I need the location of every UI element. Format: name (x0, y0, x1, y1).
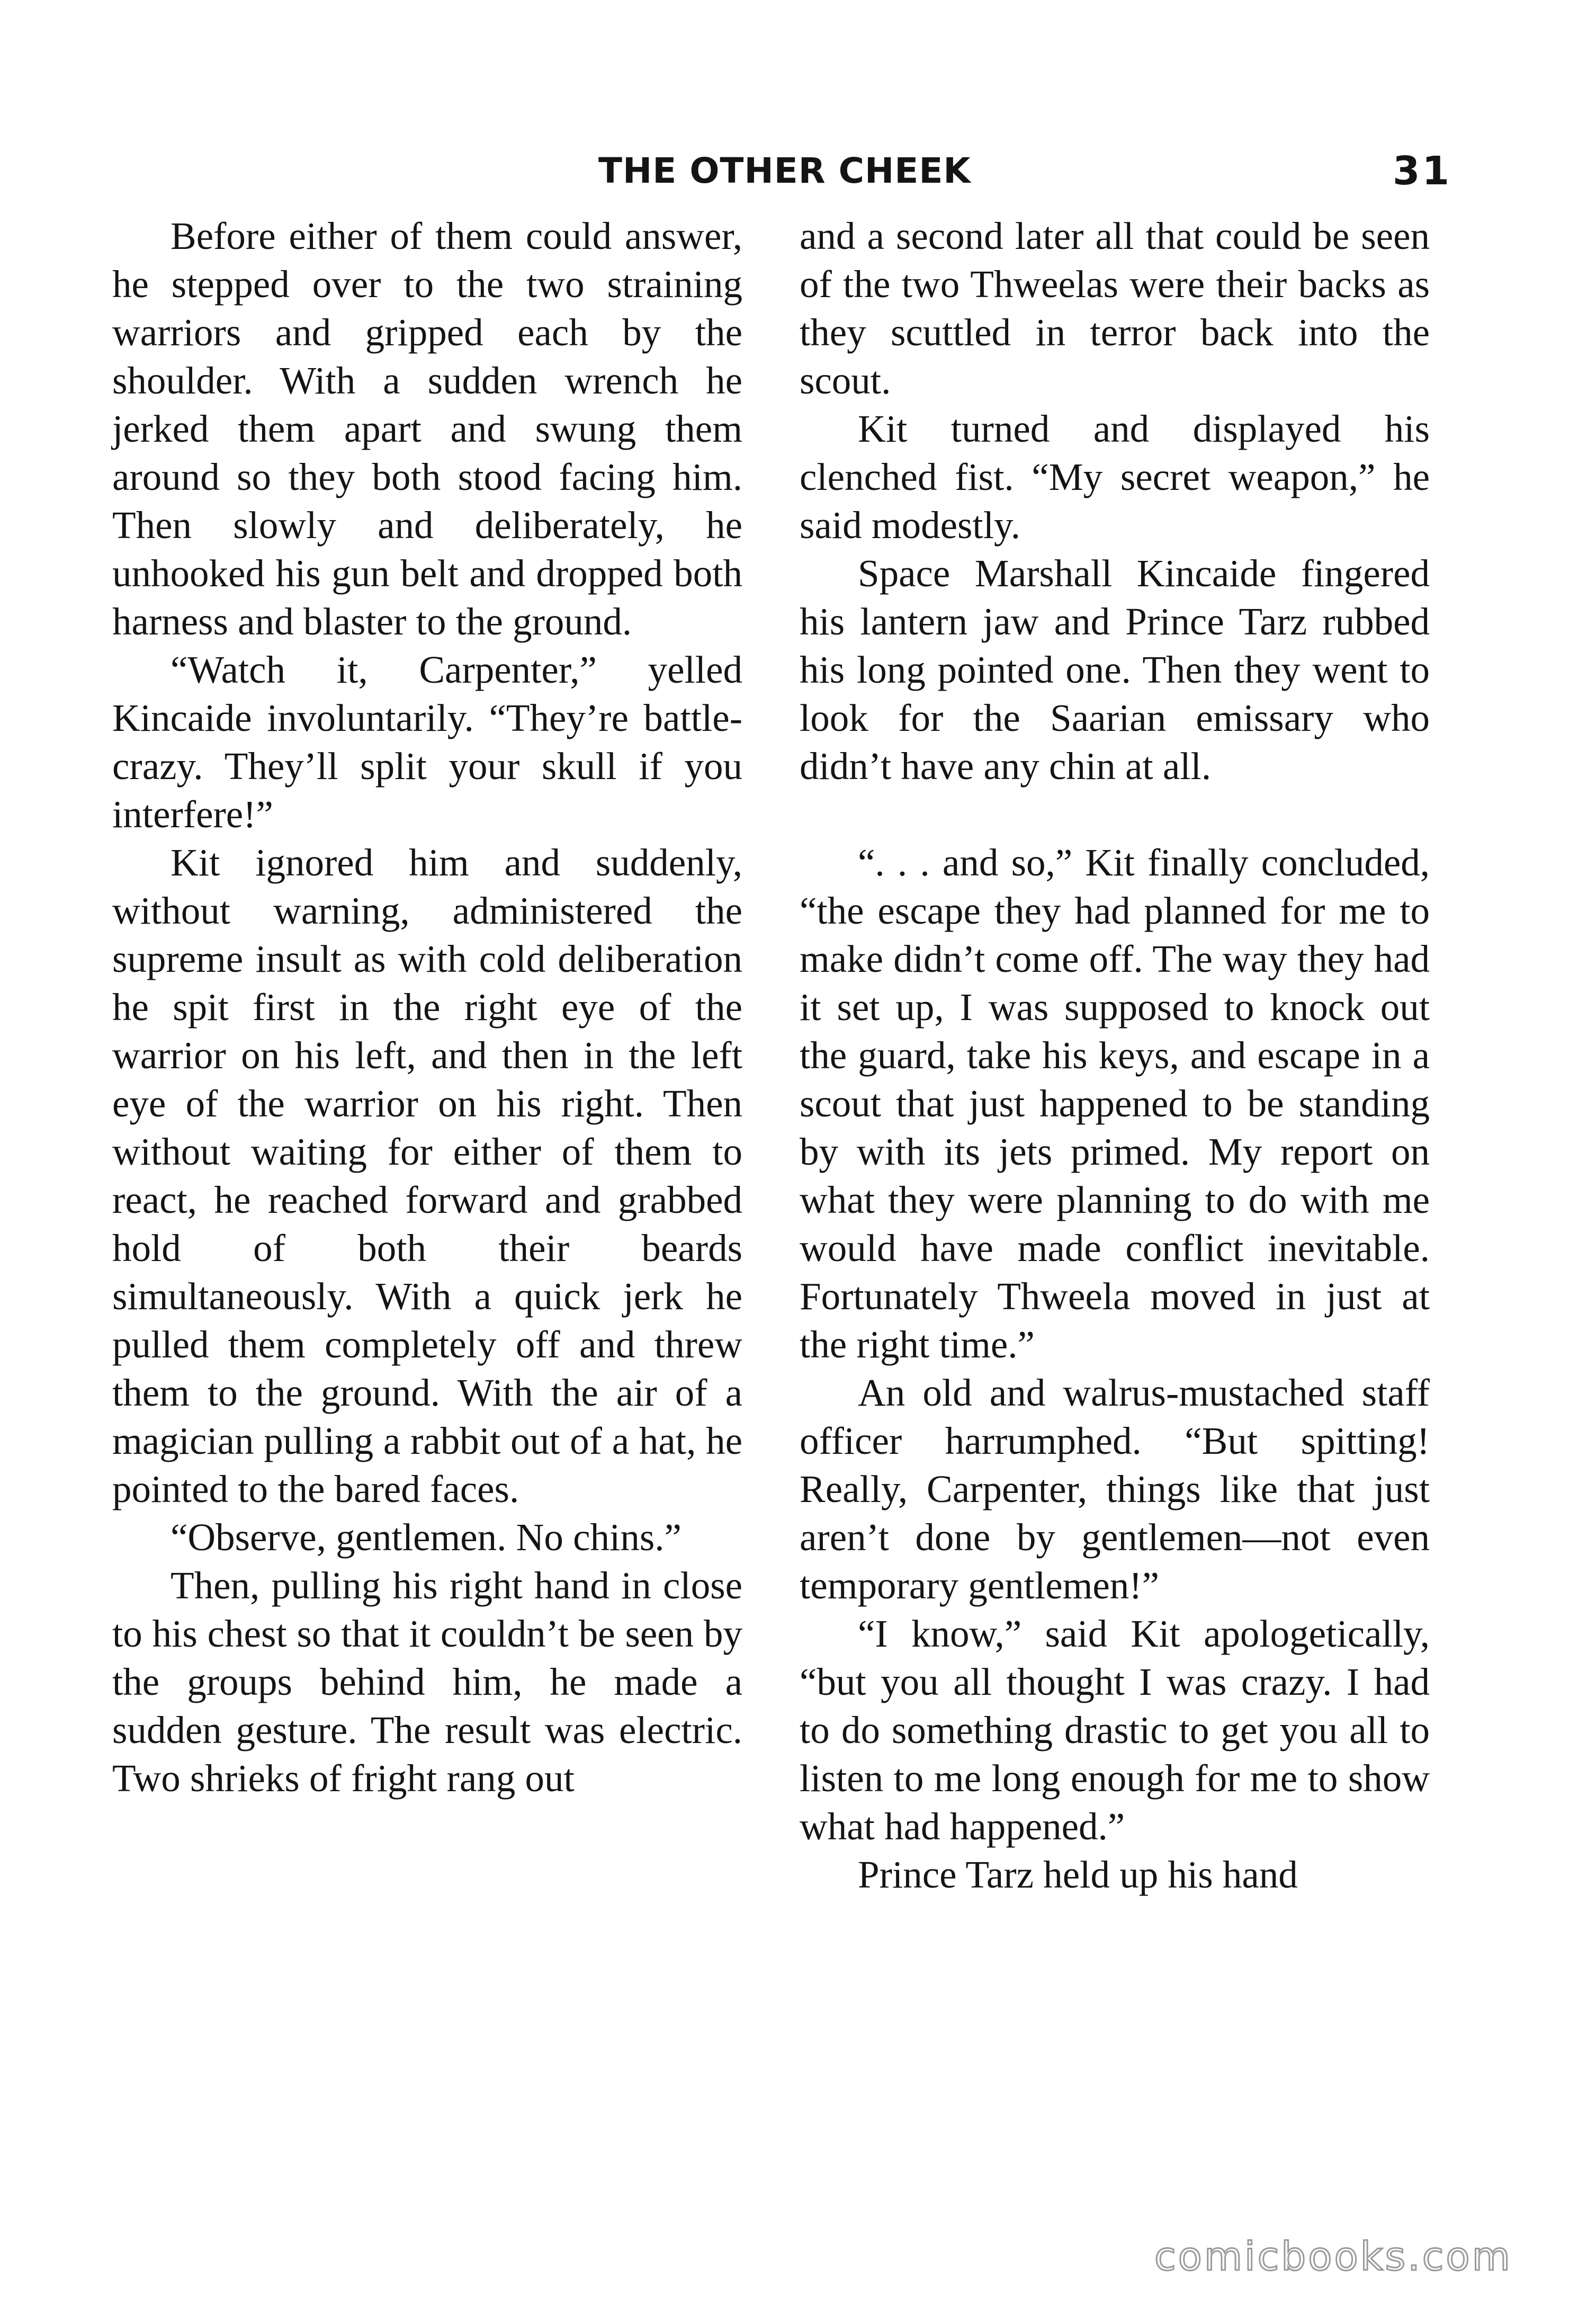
paragraph: Space Marshall Kincaide fingered his lantern jaw and Prince Tarz rubbed his long pointed one. Then they went to look for the Saarian emissary who didn’t have any chin at all. (800, 552, 1430, 788)
paragraph: “Watch it, Carpenter,” yelled Kincaide involuntarily. “They’re battle-crazy. They’ll split your skull if you interfere!” (112, 648, 742, 836)
paragraph-continued: and a second later all that could be seen of the two Thweelas were their backs as they scuttled in terror back into the scout. (800, 214, 1430, 402)
paragraph: An old and walrus-mustached staff officer harrumphed. “But spitting! Really, Carpenter, things like that just aren’t done by gentlemen—not even temporary gentlemen!” (800, 1371, 1430, 1607)
page-number: 31 (1393, 148, 1451, 194)
paragraph: Before either of them could answer, he stepped over to the two straining warriors and gripped each by the shoulder. With a sudden wrench he jerked them apart and swung them around so they both stood facing him. Then slowly and deliberately, he unhooked his gun belt and dropped both harness and blaster to the ground. (112, 214, 742, 643)
paragraph: Then, pulling his right hand in close to his chest so that it couldn’t be seen by the groups behind him, he made a sudden gesture. The result was electric. Two shrieks of fright rang out (112, 1564, 742, 1800)
paragraph: Kit turned and displayed his clenched fist. “My secret weapon,” he said modestly. (800, 407, 1430, 547)
paragraph: “I know,” said Kit apologetically, “but you all thought I was crazy. I had to do something drastic to get you all to listen to me long enough for me to show what had happened.” (800, 1612, 1430, 1848)
page-header (0, 142, 1578, 200)
paragraph: Prince Tarz held up his hand (858, 1853, 1298, 1896)
running-title: THE OTHER CHEEK (598, 150, 971, 191)
paragraph-after-section-break: “. . . and so,” Kit finally concluded, “the escape they had planned for me to make didn’t come off. The way they had it set up, I was supposed to knock out the guard, take his keys, and escape in a scout that just happened to be standing by with its jets primed. My report on what they were planning to do with me would have made conflict inevitable. Fortunately Thweela moved in just at the right time.” (800, 841, 1430, 1366)
left-column (112, 212, 742, 1802)
right-column (800, 212, 1430, 1899)
paragraph: Kit ignored him and suddenly, without warning, administered the supreme insult as with cold deliberation he spit first in the right eye of the warrior on his left, and then in the left eye of the warrior on his right. Then without waiting for either of them to react, he reached forward and grabbed hold of both their beards simultaneously. With a quick jerk he pulled them completely off and threw them to the ground. With the air of a magician pulling a rabbit out of a hat, he pointed to the bared faces. (112, 841, 742, 1510)
watermark-logo: comicbooks.com (1154, 2234, 1512, 2280)
paragraph: “Observe, gentlemen. No chins.” (171, 1516, 682, 1559)
